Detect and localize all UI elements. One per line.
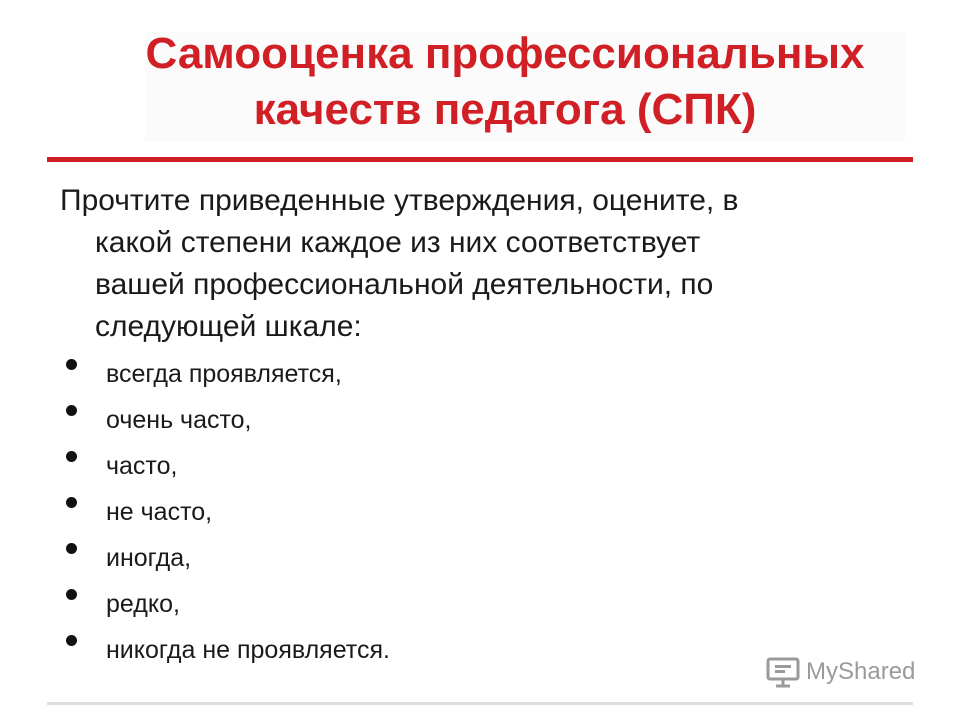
bullet-icon	[66, 497, 77, 508]
list-item	[66, 400, 390, 446]
intro-line-2: какой степени каждое из них соответствует	[95, 226, 701, 259]
bullet-icon	[66, 451, 77, 462]
scale-item-label: никогда не проявляется.	[106, 636, 390, 664]
intro-line-3: вашей профессиональной деятельности, по	[95, 268, 714, 301]
intro-line-4: следующей шкале:	[95, 310, 362, 343]
presentation-board-icon	[766, 656, 800, 688]
bullet-icon	[66, 635, 77, 646]
title-divider	[47, 157, 913, 162]
footer-divider	[47, 702, 913, 705]
scale-item-label: всегда проявляется,	[106, 360, 342, 388]
scale-item-label: часто,	[106, 452, 178, 480]
watermark	[766, 656, 915, 688]
scale-item-label: иногда,	[106, 544, 192, 572]
slide-title	[90, 26, 920, 138]
watermark-text: MyShared	[806, 658, 916, 685]
list-item	[66, 538, 390, 584]
title-line-2: качеств педагога (СПК)	[253, 85, 757, 134]
list-item	[66, 584, 390, 630]
scale-item-label: редко,	[106, 590, 180, 618]
bullet-icon	[66, 589, 77, 600]
list-item	[66, 354, 390, 400]
scale-item-label: очень часто,	[106, 406, 252, 434]
scale-item-label: не часто,	[106, 498, 213, 526]
scale-list	[66, 354, 390, 676]
title-line-1: Самооценка профессиональных	[145, 29, 865, 78]
bullet-icon	[66, 405, 77, 416]
intro-line-1: Прочтите приведенные утверждения, оцените, в	[60, 184, 739, 217]
intro-paragraph	[60, 180, 880, 348]
list-item	[66, 446, 390, 492]
bullet-icon	[66, 359, 77, 370]
bullet-icon	[66, 543, 77, 554]
list-item	[66, 630, 390, 676]
list-item	[66, 492, 390, 538]
